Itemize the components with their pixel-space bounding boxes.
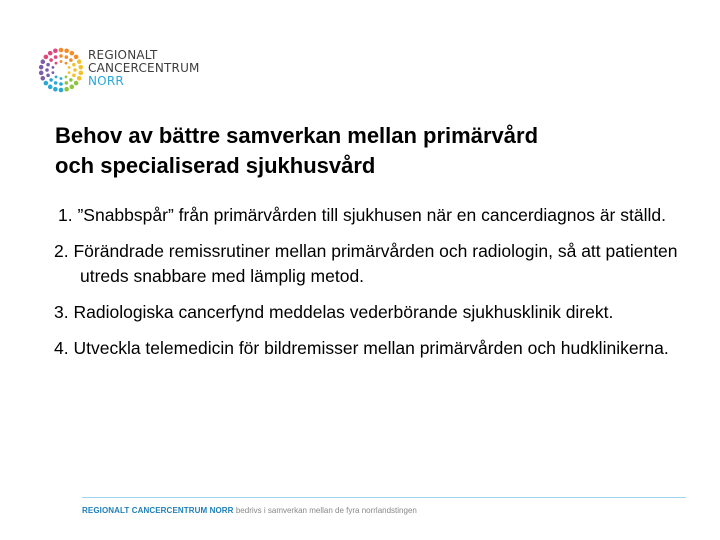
slide-title-line-2: och specialiserad sjukhusvård xyxy=(55,153,376,178)
logo-dot xyxy=(49,58,53,62)
list-item-text: Utveckla telemedicin för bildremisser mellan primärvården och hudklinikerna. xyxy=(73,338,669,358)
list-item-text: ”Snabbspår” från primärvården till sjukhusen när en cancerdiagnos är ställd. xyxy=(77,205,666,225)
list-item-text: Radiologiska cancerfynd meddelas vederbörande sjukhusklinik direkt. xyxy=(73,302,614,322)
logo-dot xyxy=(49,78,53,82)
numbered-list xyxy=(54,203,704,372)
logo-dot xyxy=(44,81,49,86)
logo-dot xyxy=(65,75,68,78)
footer-tagline: bedrivs i samverkan mellan de fyra norrlandstingen xyxy=(235,506,417,515)
logo-dot xyxy=(79,71,84,76)
logo-circle-dots-icon xyxy=(36,44,88,96)
list-item xyxy=(54,336,704,361)
logo-dot xyxy=(70,51,75,56)
logo-dot xyxy=(77,59,82,64)
logo-dot xyxy=(65,62,68,65)
logo-dot xyxy=(72,74,76,78)
logo-dot xyxy=(45,68,49,72)
logo-dot xyxy=(41,76,46,81)
logo-dot xyxy=(60,60,63,63)
logo-dot xyxy=(48,85,53,90)
logo-dot xyxy=(48,51,53,56)
logo-dot xyxy=(46,63,50,67)
footer xyxy=(82,506,417,516)
logo-dot xyxy=(41,59,46,64)
logo-dot xyxy=(46,74,50,78)
logo-dot xyxy=(53,87,58,92)
logo-dot xyxy=(59,82,63,86)
logo-dot xyxy=(74,55,79,60)
list-item-text: Förändrade remissrutiner mellan primärvården och radiologin, så att patienten utreds snabbare med lämplig metod. xyxy=(73,241,678,286)
logo-dot xyxy=(64,49,69,54)
list-item xyxy=(54,300,704,325)
logo-dot xyxy=(59,54,63,58)
rcc-norr-logo xyxy=(36,44,206,96)
footer-brand: REGIONALT CANCERCENTRUM NORR xyxy=(82,506,236,515)
logo-dot xyxy=(39,65,44,70)
logo-dot xyxy=(68,71,71,74)
logo-dot xyxy=(55,62,58,65)
logo-line-2: CANCERCENTRUM xyxy=(88,61,200,75)
logo-dot xyxy=(65,55,69,59)
logo-line-1: REGIONALT xyxy=(88,48,158,62)
logo-dot xyxy=(65,81,69,85)
slide-title xyxy=(55,121,695,181)
logo-dot xyxy=(39,71,44,76)
list-item-number: 3. xyxy=(54,302,74,322)
logo-dot xyxy=(68,66,71,69)
list-item-number: 2. xyxy=(54,241,74,261)
logo-dot xyxy=(44,55,49,60)
logo-dot xyxy=(72,63,76,67)
logo-dot xyxy=(55,75,58,78)
list-item xyxy=(54,239,704,289)
logo-wordmark xyxy=(88,49,200,88)
logo-dot xyxy=(59,48,64,53)
logo-dot xyxy=(70,85,75,90)
logo-dot xyxy=(52,71,55,74)
logo-dot xyxy=(74,81,79,86)
list-item-number: 1. xyxy=(58,205,78,225)
logo-dot xyxy=(53,49,58,54)
footer-divider xyxy=(82,497,686,498)
list-item xyxy=(58,203,704,228)
logo-dot xyxy=(64,87,69,92)
logo-dot xyxy=(52,66,55,69)
logo-dot xyxy=(77,76,82,81)
logo-dot xyxy=(73,68,77,72)
logo-dot xyxy=(54,55,58,59)
logo-dot xyxy=(69,78,73,82)
slide-title-line-1: Behov av bättre samverkan mellan primärvård xyxy=(55,123,539,148)
logo-dot xyxy=(69,58,73,62)
logo-dot xyxy=(79,65,84,70)
logo-line-3: NORR xyxy=(88,74,124,88)
logo-dot xyxy=(59,88,64,93)
logo-dot xyxy=(54,81,58,85)
logo-dot xyxy=(60,77,63,80)
list-item-number: 4. xyxy=(54,338,74,358)
